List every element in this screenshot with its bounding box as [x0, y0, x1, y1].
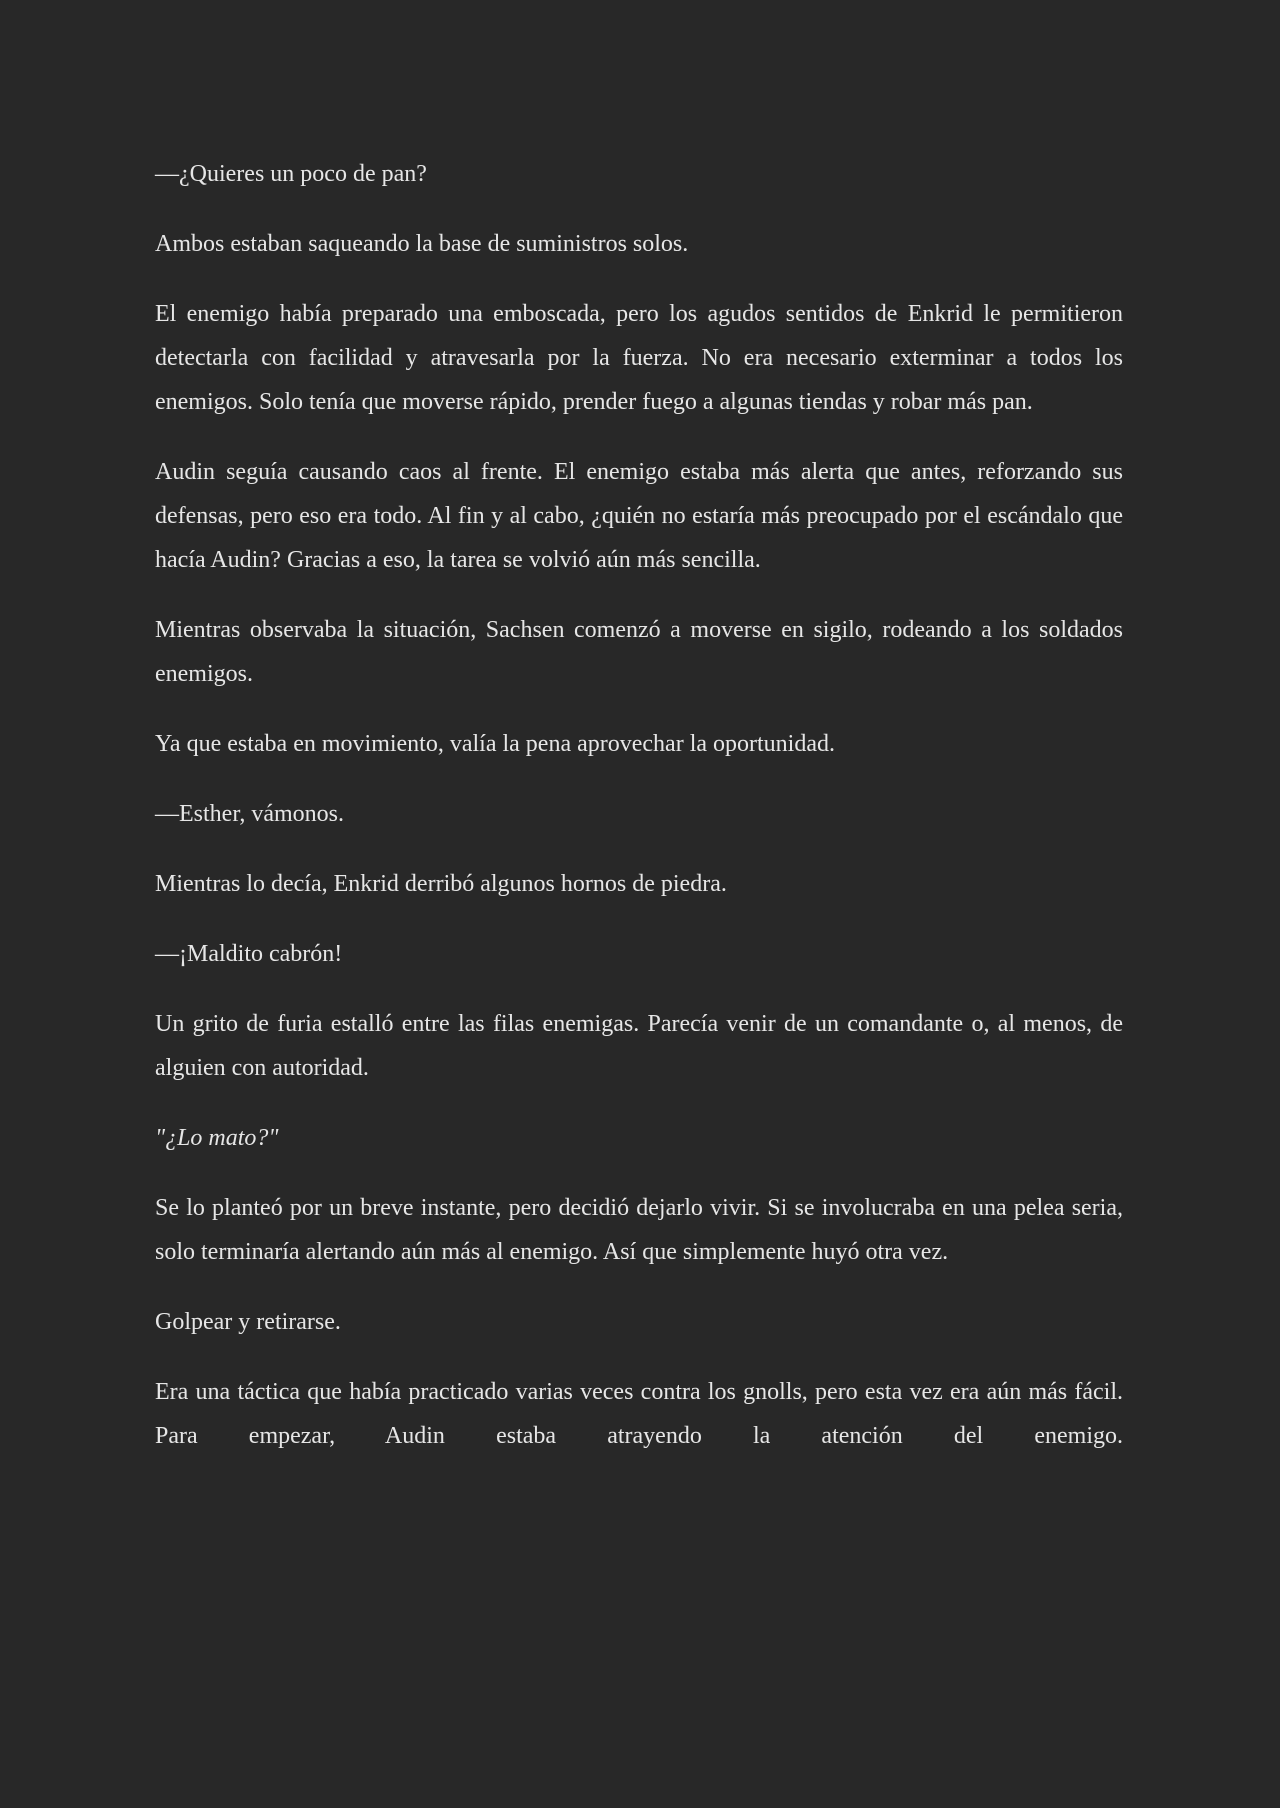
paragraph: —¡Maldito cabrón! — [155, 941, 343, 967]
paragraph: Ambos estaban saqueando la base de suministros solos. — [155, 231, 689, 257]
reader-page — [155, 152, 1123, 1484]
paragraph: Era una táctica que había practicado varias veces contra los gnolls, pero esta vez era aún más fácil. Para empezar, Audin estaba atrayendo la atención del enemigo. — [155, 1379, 1123, 1449]
paragraph: —¿Quieres un poco de pan? — [155, 161, 427, 187]
paragraph: —Esther, vámonos. — [155, 801, 345, 827]
paragraph: Audin seguía causando caos al frente. El enemigo estaba más alerta que antes, reforzando sus defensas, pero eso era todo. Al fin y al cabo, ¿quién no estaría más preocupado por el escándalo que hacía Audin? Gracias a eso, la tarea se volvió aún más sencilla. — [155, 459, 1123, 573]
paragraph: El enemigo había preparado una emboscada, pero los agudos sentidos de Enkrid le permitieron detectarla con facilidad y atravesarla por la fuerza. No era necesario exterminar a todos los enemigos. Solo tenía que moverse rápido, prender fuego a algunas tiendas y robar más pan. — [155, 301, 1123, 415]
paragraph: Un grito de furia estalló entre las filas enemigas. Parecía venir de un comandante o, al menos, de alguien con autoridad. — [155, 1011, 1123, 1081]
thought-paragraph: "¿Lo mato?" — [155, 1125, 279, 1151]
paragraph: Ya que estaba en movimiento, valía la pena aprovechar la oportunidad. — [155, 731, 836, 757]
paragraph: Golpear y retirarse. — [155, 1309, 341, 1335]
paragraph: Mientras observaba la situación, Sachsen comenzó a moverse en sigilo, rodeando a los soldados enemigos. — [155, 617, 1123, 687]
paragraph: Mientras lo decía, Enkrid derribó algunos hornos de piedra. — [155, 871, 727, 897]
paragraph: Se lo planteó por un breve instante, pero decidió dejarlo vivir. Si se involucraba en una pelea seria, solo terminaría alertando aún más al enemigo. Así que simplemente huyó otra vez. — [155, 1195, 1123, 1265]
